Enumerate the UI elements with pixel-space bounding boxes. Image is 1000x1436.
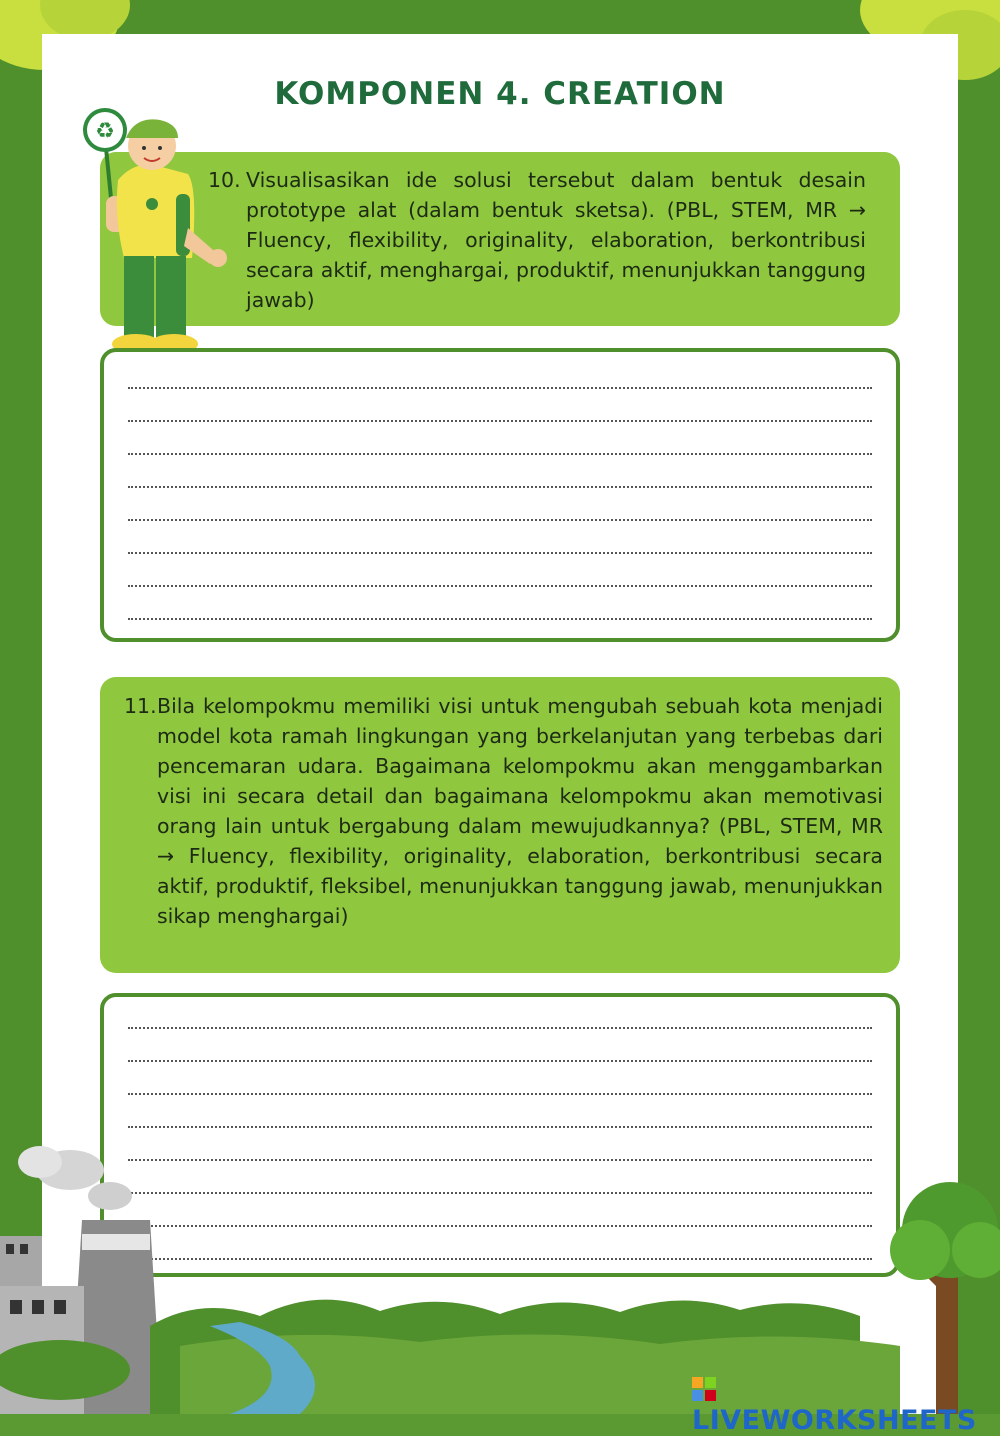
question-10-number: 10. <box>208 168 241 192</box>
answer-10-box[interactable] <box>100 348 900 642</box>
answer-line <box>128 486 872 488</box>
answer-line <box>128 387 872 389</box>
svg-text:♻: ♻ <box>95 119 115 144</box>
answer-10-input[interactable] <box>114 362 886 628</box>
answer-line <box>128 1225 872 1227</box>
answer-line <box>128 618 872 620</box>
answer-line <box>128 1192 872 1194</box>
answer-line <box>128 453 872 455</box>
question-10-text: Visualisasikan ide solusi tersebut dalam bentuk desain prototype alat (dalam bentuk sketsa). (PBL, STEM, MR → Fluency, flexibility, originality, elaboration, berkontribusi secara aktif, menghargai, produktif, menunjukkan tanggung jawab) <box>246 168 866 312</box>
recycle-mascot-illustration <box>80 108 235 360</box>
question-11-number: 11. <box>124 694 157 718</box>
answer-line <box>128 585 872 587</box>
question-11-text: Bila kelompokmu memiliki visi untuk mengubah sebuah kota menjadi model kota ramah lingkungan yang berkelanjutan yang terbebas dari pencemaran udara. Bagaimana kelompokmu akan menggambarkan visi ini secara detail dan bagaimana kelompokmu akan memotivasi orang lain untuk bergabung dalam mewujudkannya? (PBL, STEM, MR → Fluency, flexibility, originality, elaboration, berkontribusi secara aktif, produktif, fleksibel, menunjukkan tanggung jawab, menunjukkan sikap menghargai) <box>157 694 883 928</box>
liveworksheets-logo-icon <box>692 1377 716 1401</box>
answer-line <box>128 519 872 521</box>
answer-line <box>128 1159 872 1161</box>
answer-line <box>128 1258 872 1260</box>
answer-11-box[interactable] <box>100 993 900 1277</box>
answer-line <box>128 552 872 554</box>
answer-line <box>128 1126 872 1128</box>
answer-line <box>128 1093 872 1095</box>
liveworksheets-logo[interactable] <box>692 1374 1000 1436</box>
liveworksheets-logo-text: LIVEWORKSHEETS <box>692 1405 977 1436</box>
page-title: KOMPONEN 4. CREATION <box>274 76 726 112</box>
answer-line <box>128 420 872 422</box>
answer-line <box>128 1060 872 1062</box>
answer-line <box>128 1027 872 1029</box>
